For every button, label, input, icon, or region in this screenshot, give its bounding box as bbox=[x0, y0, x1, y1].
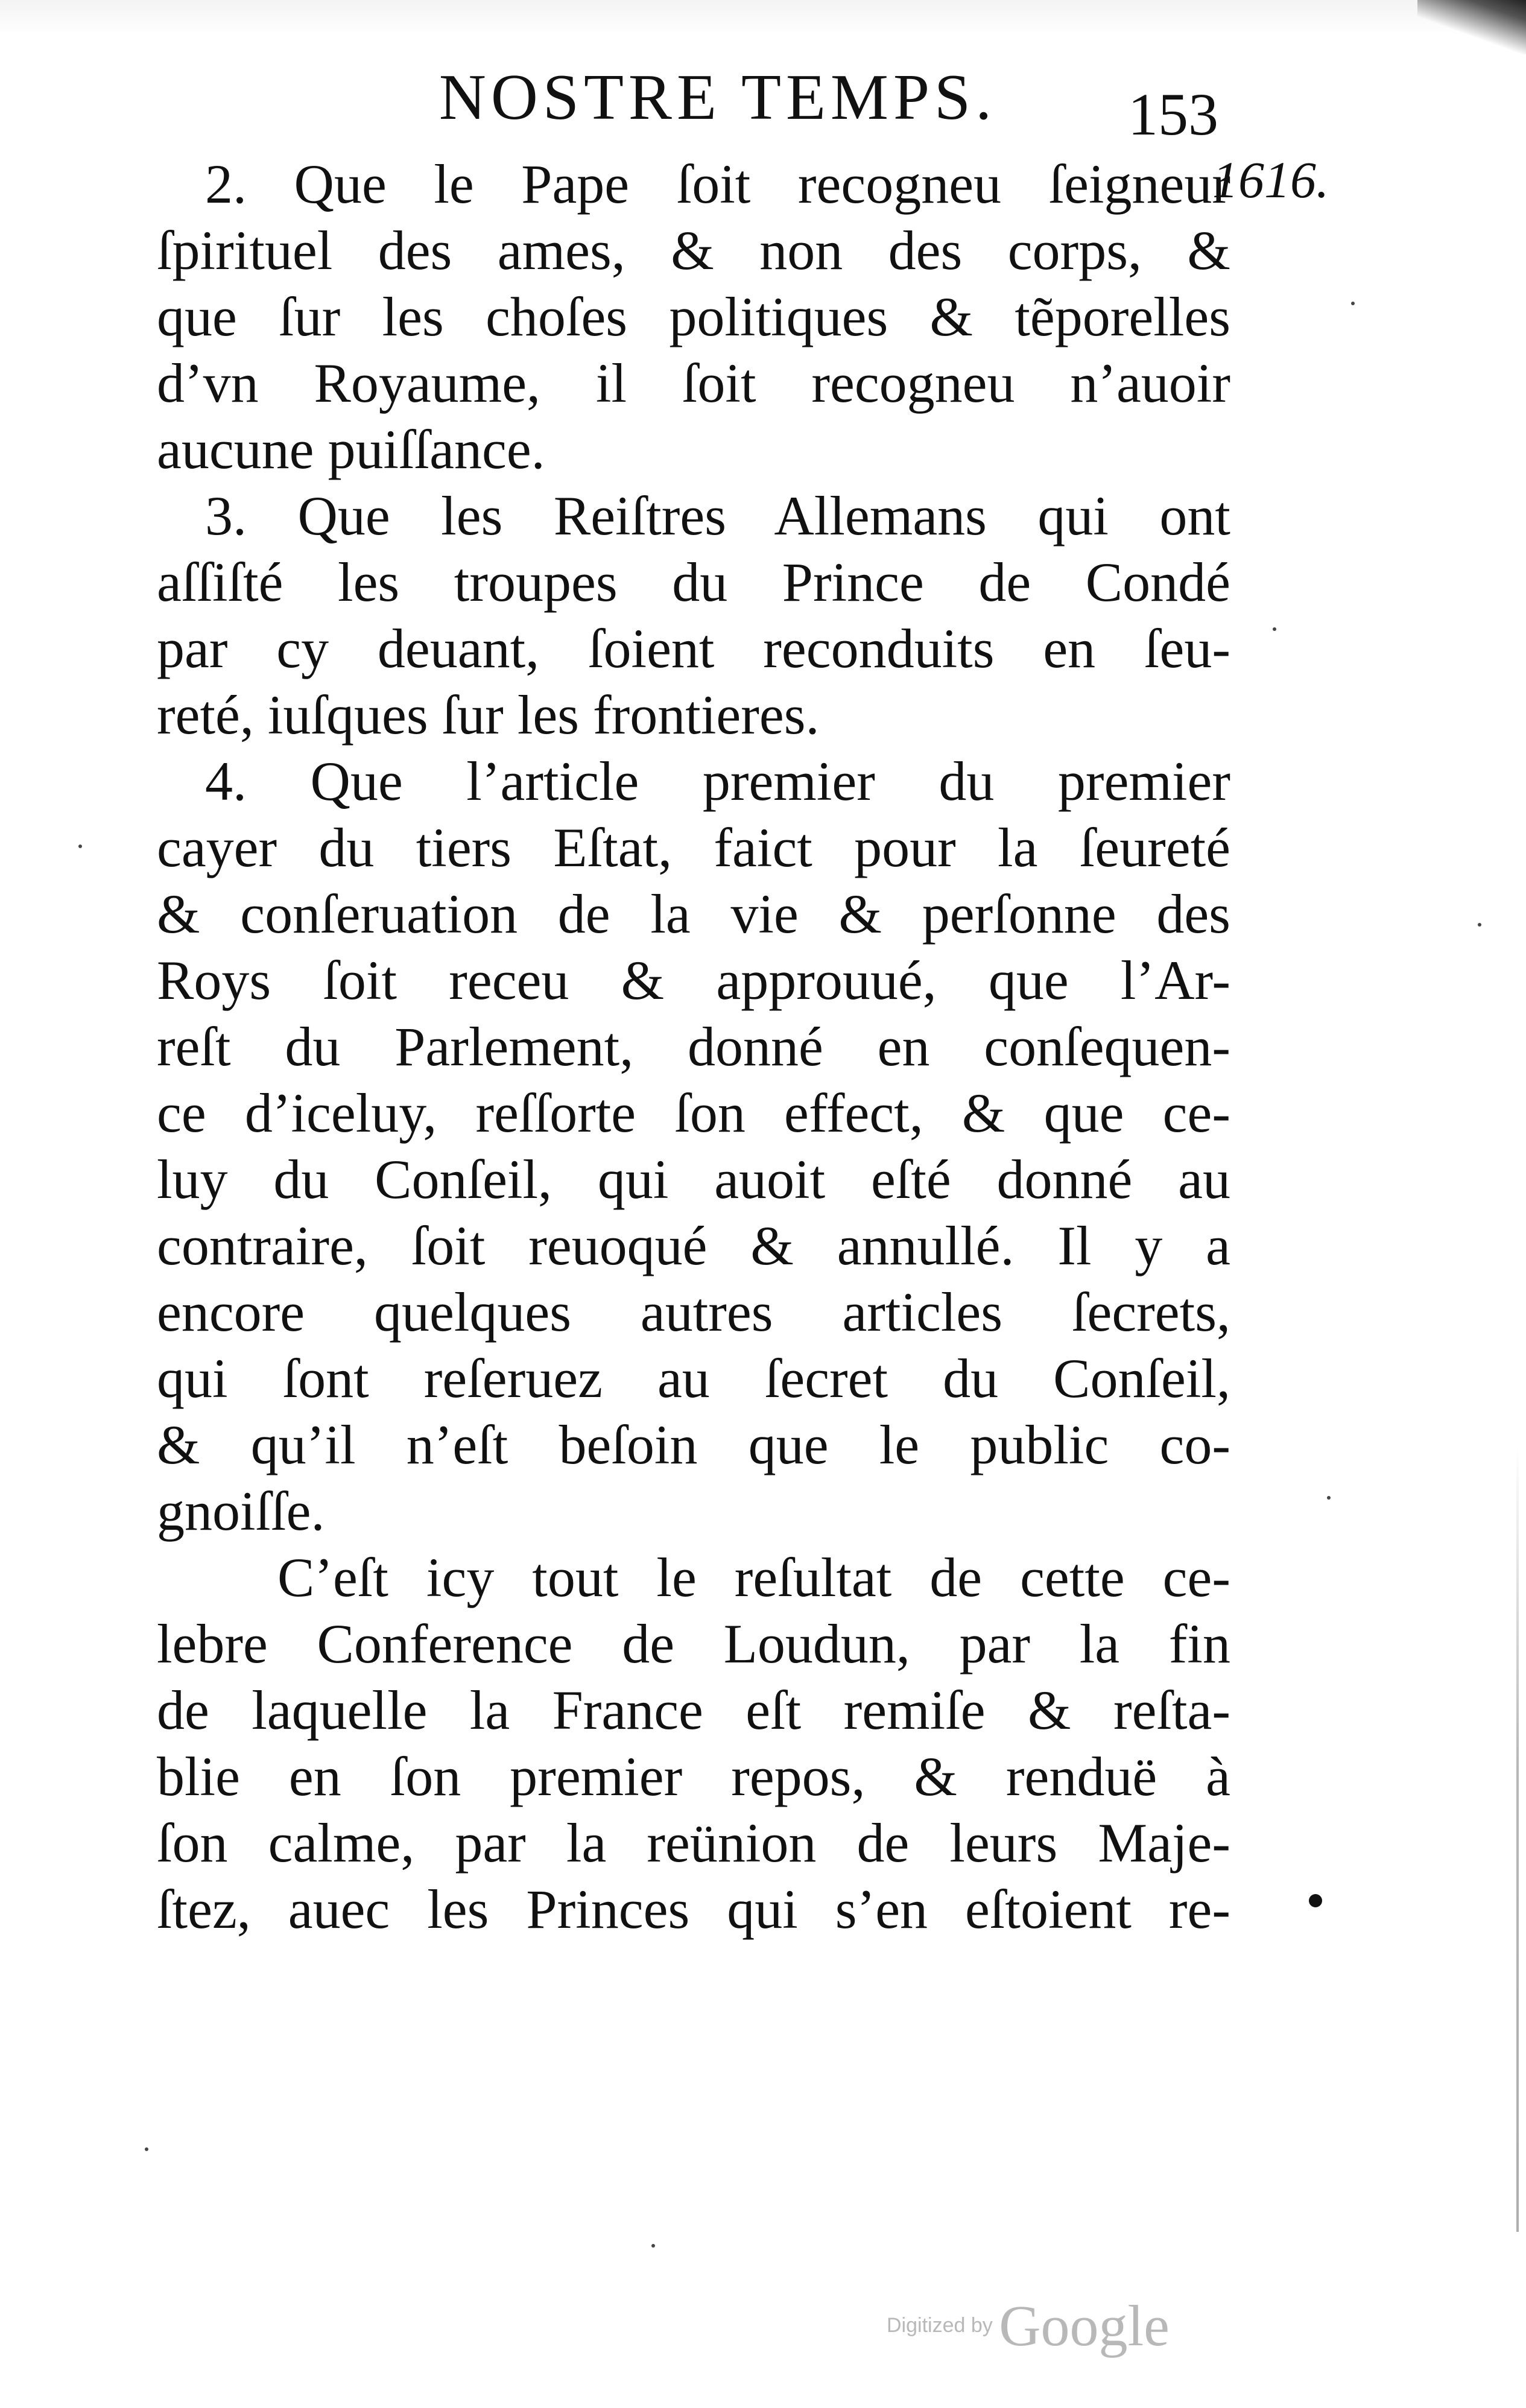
text-line: ſon calme, par la reünion de leurs Maje- bbox=[157, 1812, 1230, 1874]
margin-year-note: 1616. bbox=[1212, 151, 1329, 209]
page-number: 153 bbox=[1128, 81, 1218, 148]
text-line: aucune puiſſance. bbox=[157, 419, 545, 480]
text-line: & conſeruation de la vie & perſonne des bbox=[157, 883, 1230, 945]
digitized-by-google-watermark bbox=[887, 2292, 1224, 2359]
text-line: d’vn Royaume, il ſoit recogneu n’auoir bbox=[157, 352, 1230, 414]
text-line: & qu’il n’eſt beſoin que le public co- bbox=[157, 1414, 1230, 1475]
running-header-title: NOSTRE TEMPS. bbox=[438, 62, 997, 133]
text-line: blie en ſon premier repos, & renduë à bbox=[157, 1746, 1230, 1807]
text-line: de laquelle la France eſt remiſe & reſta- bbox=[157, 1679, 1230, 1741]
ink-speck bbox=[145, 2147, 148, 2151]
text-line: encore quelques autres articles ſecrets, bbox=[157, 1281, 1230, 1343]
body-text bbox=[157, 151, 1230, 1942]
text-line: contraire, ſoit reuoqué & annullé. Il y a bbox=[157, 1215, 1230, 1276]
ink-speck bbox=[78, 844, 82, 848]
text-line: reſt du Parlement, donné en conſequen- bbox=[157, 1016, 1230, 1077]
text-line: par cy deuant, ſoient reconduits en ſeu- bbox=[157, 618, 1230, 679]
text-line: ſpirituel des ames, & non des corps, & bbox=[157, 220, 1230, 281]
text-line: cayer du tiers Eſtat, faict pour la ſeureté bbox=[157, 817, 1230, 878]
text-line: 3. Que les Reiſtres Allemans qui ont bbox=[205, 485, 1230, 547]
ink-speck bbox=[651, 2244, 655, 2248]
ink-speck bbox=[1478, 923, 1481, 927]
ink-spot bbox=[1309, 1894, 1322, 1907]
page-edge-line bbox=[1516, 1448, 1519, 2232]
text-line: ce d’iceluy, reſſorte ſon effect, & que ce- bbox=[157, 1082, 1230, 1144]
text-line: Roys ſoit receu & approuué, que l’Ar- bbox=[157, 949, 1230, 1011]
text-line: luy du Conſeil, qui auoit eſté donné au bbox=[157, 1149, 1230, 1210]
scan-corner-shadow bbox=[1417, 0, 1526, 54]
watermark-prefix: Digitized by bbox=[887, 2314, 993, 2337]
text-line: C’eſt icy tout le reſultat de cette ce- bbox=[277, 1547, 1230, 1608]
text-line: 2. Que le Pape ſoit recogneu ſeigneur bbox=[205, 153, 1230, 215]
ink-speck bbox=[1351, 302, 1355, 305]
google-logo-text: Google bbox=[999, 2293, 1170, 2358]
ink-speck bbox=[1273, 627, 1276, 631]
text-line: gnoiſſe. bbox=[157, 1480, 325, 1542]
text-line: lebre Conference de Loudun, par la fin bbox=[157, 1613, 1230, 1675]
text-line: aſſiſté les troupes du Prince de Condé bbox=[157, 551, 1230, 613]
scan-top-shadow bbox=[0, 0, 1526, 36]
text-line: 4. Que l’article premier du premier bbox=[205, 750, 1230, 812]
text-line: ſtez, auec les Princes qui s’en eſtoient re- bbox=[157, 1878, 1230, 1940]
text-line: qui ſont reſeruez au ſecret du Conſeil, bbox=[157, 1348, 1230, 1409]
text-line: que ſur les choſes politiques & tẽporelles bbox=[157, 286, 1230, 347]
text-line: reté, iuſques ſur les frontieres. bbox=[157, 684, 820, 746]
ink-speck bbox=[1327, 1496, 1331, 1500]
